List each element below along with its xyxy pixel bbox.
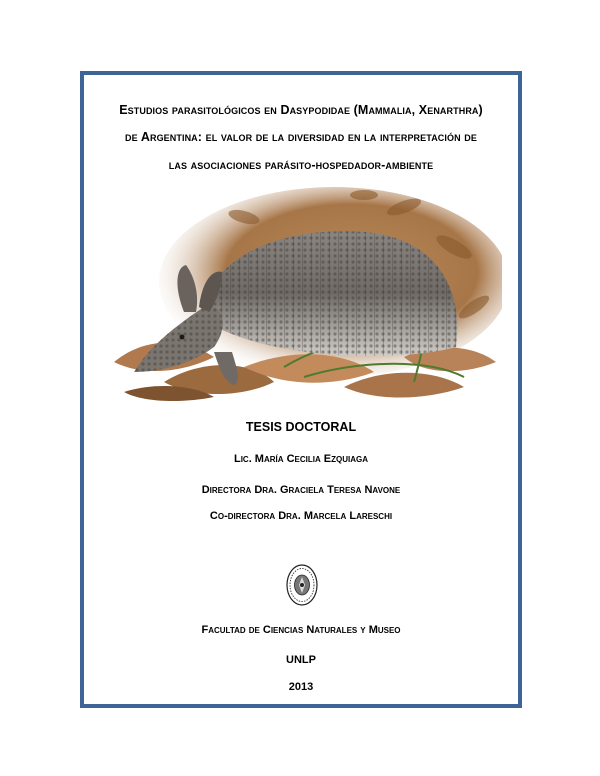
author-name: Lic. María Cecilia Ezquiaga	[233, 453, 369, 465]
thesis-year: 2013	[288, 681, 314, 693]
codirector-name: Co-directora Dra. Marcela Lareschi	[209, 510, 393, 522]
university-name: UNLP	[286, 654, 316, 666]
thesis-title-line-2: de Argentina: el valor de la diversidad en la interpretación de	[125, 130, 477, 144]
director-name: Directora Dra. Graciela Teresa Navone	[201, 484, 401, 496]
thesis-title-line-1: Estudios parasitológicos en Dasypodidae (Mammalia, Xenarthra)	[119, 103, 483, 117]
university-seal-icon	[285, 563, 319, 607]
thesis-title-line-3: las asociaciones parásito-hospedador-ambiente	[168, 158, 434, 172]
armadillo-illustration	[104, 187, 502, 405]
cover-frame	[80, 71, 522, 708]
thesis-type: TESIS DOCTORAL	[245, 420, 357, 434]
faculty-name: Facultad de Ciencias Naturales y Museo	[201, 624, 401, 636]
